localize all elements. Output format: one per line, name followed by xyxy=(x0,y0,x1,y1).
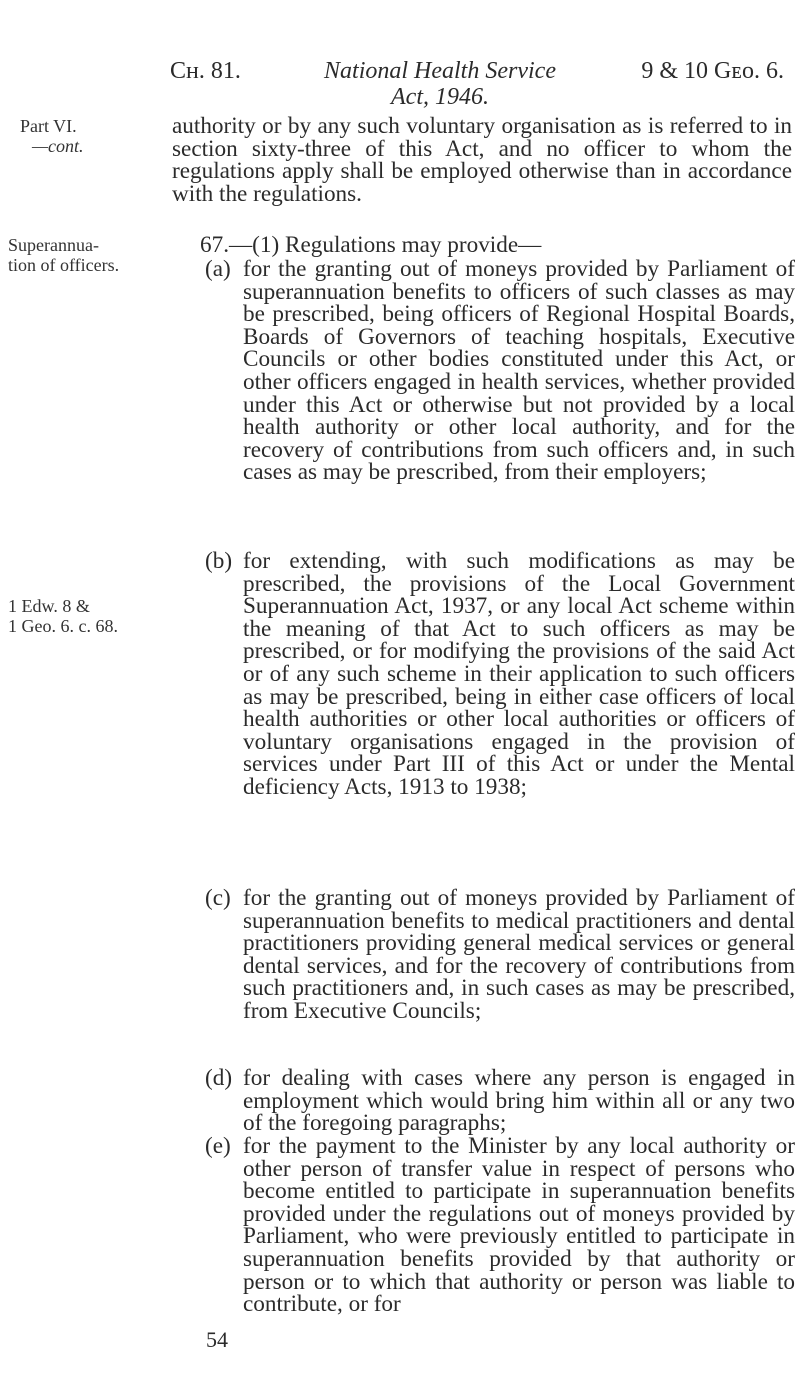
paragraph-text: for the granting out of moneys provided by Parliament of superannuation benefits to officers of such classes as may be prescribed, being officers of Regional Hospital Boards, Boards of Governors of teaching hospitals, Executive Councils or other bodies constituted under this Act, or other officers engaged in health services, whether provided under this Act or otherwise but not provided by a local health authority or other local authority, and for the recovery of contributions from such officers and, in such cases as may be prescribed, from their employers; xyxy=(243,256,795,486)
regnal-year: 9 & 10 Gᴇᴏ. 6. xyxy=(641,58,784,84)
paragraph-text: for the payment to the Minister by any local authority or other person of transfer value in respect of persons who become entitled to participate in superannuation benefits provided under the regulations out of moneys provided by Parliament, who were previously entitled to participate in superannuation benefits provided by that authority or person or to which that authority or person was liable to contribute, or for xyxy=(243,1133,795,1318)
paragraph-label: (a) xyxy=(205,256,231,282)
paragraph-label: (b) xyxy=(205,548,233,574)
paragraph-text: for the granting out of moneys provided by Parliament of superannuation benefits to medical practitioners and dental practitioners providing general medical services or general dental services, and for the recovery of contributions from such practitioners and, in such cases as may be prescribed, from Executive Councils; xyxy=(243,885,795,1024)
paragraph-label: (e) xyxy=(205,1133,231,1159)
page-number: 54 xyxy=(206,1327,228,1352)
paragraph-b xyxy=(205,550,795,799)
margin-superannuation-line2: tion of officers. xyxy=(8,255,120,275)
act-title xyxy=(310,58,570,110)
margin-statute-line1: 1 Edw. 8 & xyxy=(8,596,90,616)
margin-note-statute xyxy=(8,596,168,636)
paragraph-label: (d) xyxy=(205,1065,233,1091)
paragraph-text: for extending, with such modifications as may be prescribed, the provisions of the Local Government Superannuation Act, 1937, or any local Act scheme within the meaning of that Act to such officers as may be prescribed, or for modifying the provisions of the said Act or of any such scheme in their application to such officers as may be prescribed, being in either case officers of local health authorities or other local authorities or officers of voluntary organisations engaged in the provision of services under Part III of this Act or under the Mental deficiency Acts, 1913 to 1938; xyxy=(243,548,795,800)
paragraph-c xyxy=(205,887,795,1023)
paragraph-d xyxy=(205,1067,795,1135)
paragraph-label: (c) xyxy=(205,885,231,911)
margin-part-label: Part VI. xyxy=(20,116,77,136)
margin-statute-line2: 1 Geo. 6. c. 68. xyxy=(8,616,118,636)
paragraph-e xyxy=(205,1135,795,1316)
margin-note-part xyxy=(8,116,168,156)
paragraph-a xyxy=(205,258,795,484)
section-heading: 67.—(1) Regulations may provide— xyxy=(200,232,542,258)
margin-superannuation-line1: Superannua- xyxy=(8,235,99,255)
chapter-number: Cн. 81. xyxy=(170,58,241,84)
paragraph-text: for dealing with cases where any person is engaged in employment which would bring him within all or any two of the foregoing paragraphs; xyxy=(243,1065,795,1137)
margin-note-superannuation xyxy=(8,235,168,275)
intro-paragraph: authority or by any such voluntary organisation as is referred to in section sixty-three of this Act, and no officer to whom the regulations apply shall be employed otherwise than in accordance with the regulations. xyxy=(172,113,792,207)
act-year: Act, 1946. xyxy=(391,84,489,110)
margin-cont-label: —cont. xyxy=(32,136,84,156)
act-name: National Health Service xyxy=(324,58,556,84)
